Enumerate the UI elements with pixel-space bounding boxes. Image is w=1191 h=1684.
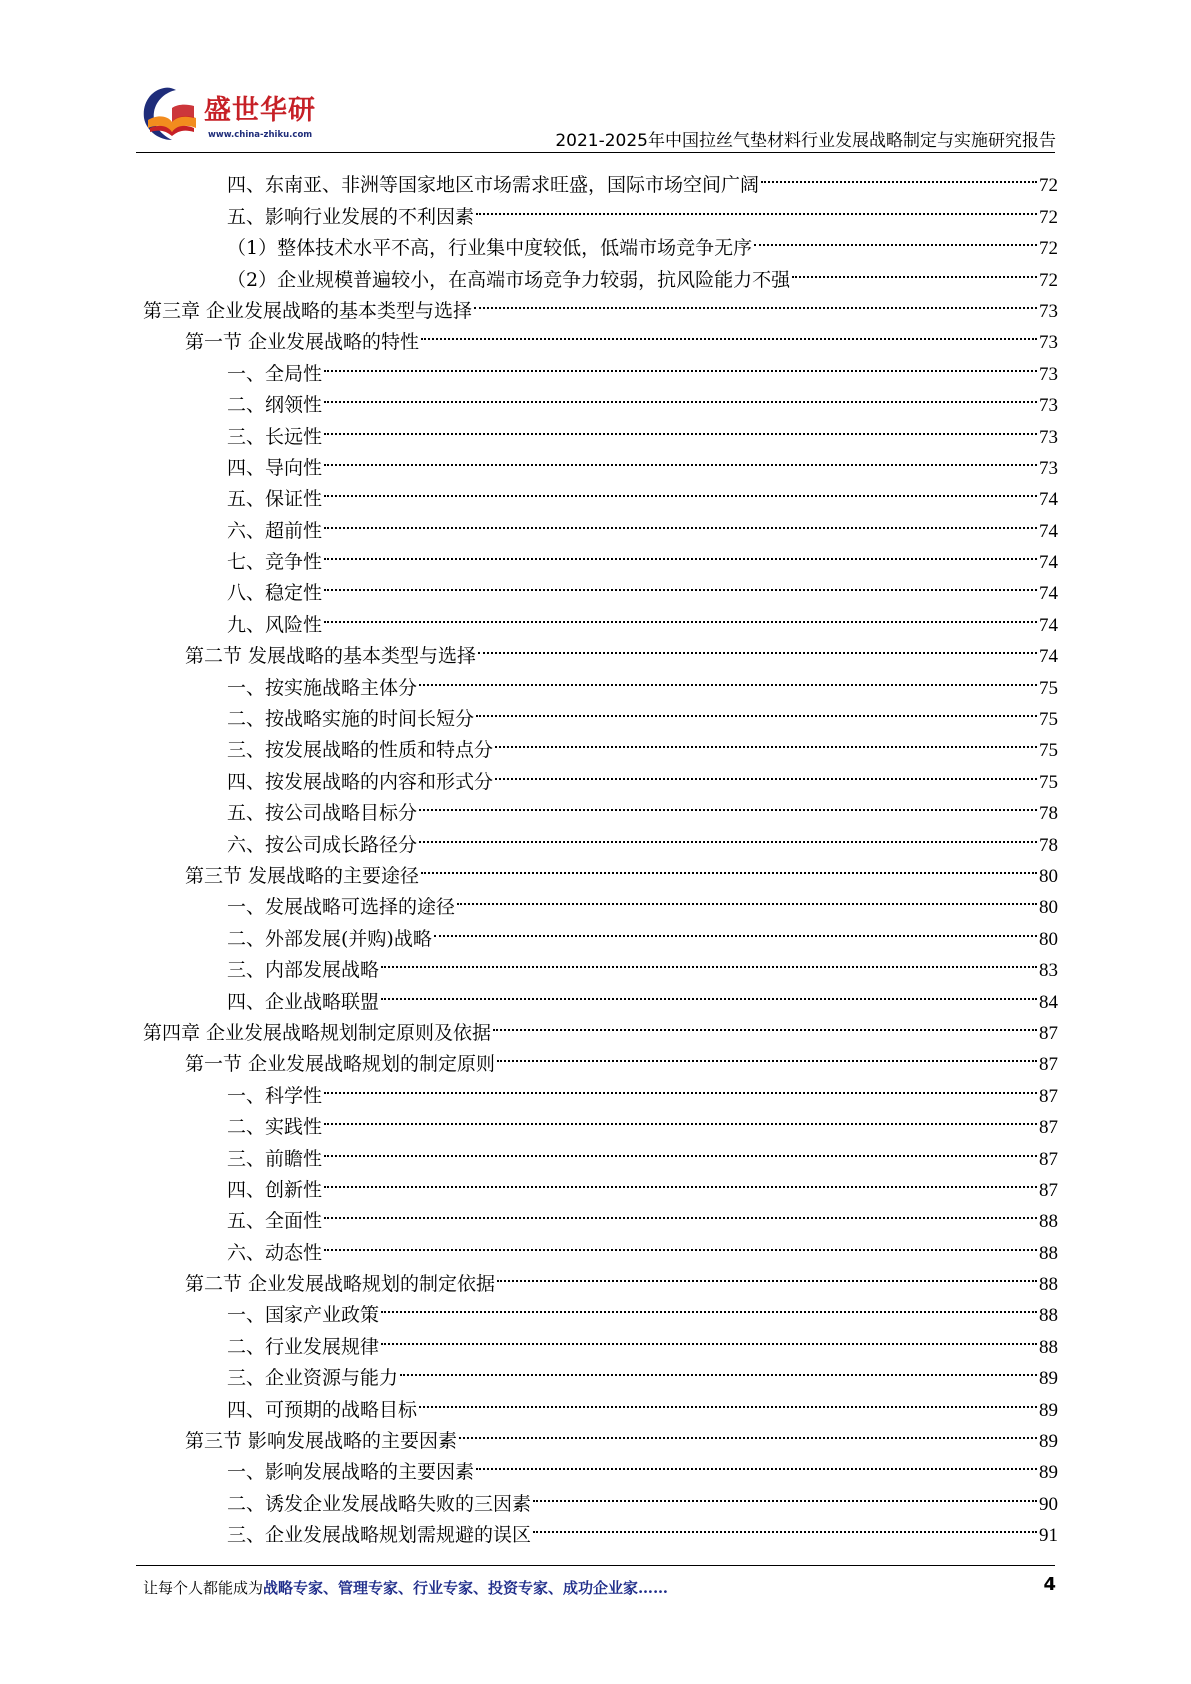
toc-entry-title: 一、影响发展战略的主要因素 [227,1461,475,1484]
toc-dot-leader [419,1384,1037,1415]
toc-entry-page: 80 [1039,897,1058,919]
toc-entry-page: 75 [1039,771,1058,793]
toc-dot-leader [400,1353,1037,1384]
toc-dot-leader [419,819,1037,850]
toc-entry-title: 二、诱发企业发展战略失败的三因素 [227,1492,532,1515]
toc-entry-title: 第二节 发展战略的基本类型与选择 [185,645,477,668]
toc-dot-leader [493,1008,1037,1039]
toc-dot-leader [324,1227,1037,1258]
toc-entry-title: 二、外部发展(并购)战略 [227,927,432,950]
page-header [0,0,1191,150]
toc-entry-title: 三、企业发展战略规划需规避的误区 [227,1524,532,1547]
header-divider [136,152,1055,153]
toc-entry-page: 83 [1039,960,1058,982]
toc-entry-title: 三、内部发展战略 [227,959,380,982]
toc-entry-title: 六、动态性 [227,1241,323,1264]
footer-slogan [143,1577,668,1598]
toc-entry-title: 一、全局性 [227,362,323,385]
toc-entry-title: 四、东南亚、非洲等国家地区市场需求旺盛，国际市场空间广阔 [227,174,760,197]
toc-entry-title: 四、可预期的战略目标 [227,1398,418,1421]
toc-entry-title: 六、按公司成长路径分 [227,833,418,856]
toc-dot-leader [761,160,1037,191]
toc-entry-title: 第一节 企业发展战略规划的制定原则 [185,1053,496,1076]
toc-entry-page: 74 [1039,520,1058,542]
toc-entry-title: （1）整体技术水平不高，行业集中度较低，低端市场竞争无序 [227,237,753,260]
toc-dot-leader [533,1510,1037,1541]
toc-entry-page: 87 [1039,1054,1058,1076]
toc-entry-title: 第三节 影响发展战略的主要因素 [185,1430,458,1453]
toc-entry-page: 88 [1039,1274,1058,1296]
toc-entry-title: 四、导向性 [227,456,323,479]
toc-entry-page: 75 [1039,740,1058,762]
toc-dot-leader [474,286,1037,317]
toc-entry-page: 73 [1039,395,1058,417]
footer-slogan-prefix: 让每个人都能成为 [143,1579,264,1597]
toc-entry-title: 一、发展战略可选择的途径 [227,896,456,919]
toc-entry-page: 73 [1039,300,1058,322]
toc-dot-leader [459,1416,1037,1447]
toc-entry-title: 一、按实施战略主体分 [227,676,418,699]
toc-entry-page: 87 [1039,1022,1058,1044]
toc-entry-title: 四、创新性 [227,1178,323,1201]
toc-dot-leader [324,1102,1037,1133]
toc-dot-leader [381,945,1037,976]
toc-entry-title: 二、按战略实施的时间长短分 [227,708,475,731]
toc-entry-page: 78 [1039,803,1058,825]
toc-entry-page: 87 [1039,1117,1058,1139]
toc-entry-title: 五、保证性 [227,488,323,511]
toc-dot-leader [495,725,1037,756]
toc-dot-leader [478,631,1037,662]
toc-entry-title: 第二节 企业发展战略规划的制定依据 [185,1273,496,1296]
toc-entry-page: 88 [1039,1211,1058,1233]
toc-entry-page: 73 [1039,363,1058,385]
toc-entry-page: 72 [1039,269,1058,291]
toc-entry[interactable] [143,160,1058,197]
toc-dot-leader [324,443,1037,474]
toc-entry-title: 二、实践性 [227,1116,323,1139]
toc-dot-leader [324,348,1037,379]
toc-dot-leader [324,568,1037,599]
toc-entry-title: （2）企业规模普遍较小，在高端市场竞争力较弱，抗风险能力不强 [227,268,791,291]
toc-entry-page: 84 [1039,991,1058,1013]
logo-text: 盛世华研 [204,95,316,126]
toc-entry-page: 73 [1039,426,1058,448]
toc-dot-leader [324,537,1037,568]
toc-entry-title: 四、按发展战略的内容和形式分 [227,770,494,793]
toc-entry-page: 74 [1039,583,1058,605]
toc-entry-page: 74 [1039,646,1058,668]
footer-divider [136,1565,1055,1566]
toc-entry-page: 73 [1039,332,1058,354]
toc-dot-leader [533,1478,1037,1509]
page-number: 4 [1043,1574,1056,1595]
toc-entry-title: 八、稳定性 [227,582,323,605]
toc-entry-title: 三、长远性 [227,425,323,448]
toc-dot-leader [421,317,1037,348]
company-logo [136,82,316,148]
toc-entry-page: 88 [1039,1242,1058,1264]
toc-entry-page: 89 [1039,1462,1058,1484]
toc-entry-title: 五、影响行业发展的不利因素 [227,205,475,228]
toc-entry-page: 87 [1039,1179,1058,1201]
toc-entry-title: 六、超前性 [227,519,323,542]
toc-entry-title: 四、企业战略联盟 [227,990,380,1013]
toc-dot-leader [324,1196,1037,1227]
toc-entry-page: 88 [1039,1305,1058,1327]
toc-dot-leader [381,976,1037,1007]
toc-entry-title: 五、全面性 [227,1210,323,1233]
toc-dot-leader [497,1259,1037,1290]
toc-dot-leader [324,1070,1037,1101]
toc-entry-page: 91 [1039,1525,1058,1547]
toc-entry-title: 二、纲领性 [227,394,323,417]
toc-dot-leader [324,1133,1037,1164]
toc-entry-title: 一、科学性 [227,1084,323,1107]
logo-url: www.china-zhiku.com [208,130,313,140]
toc-entry-title: 九、风险性 [227,613,323,636]
toc-entry-page: 80 [1039,865,1058,887]
toc-dot-leader [495,756,1037,787]
toc-entry-page: 75 [1039,677,1058,699]
toc-dot-leader [381,1321,1037,1352]
toc-entry-page: 72 [1039,206,1058,228]
toc-dot-leader [457,882,1037,913]
report-title: 2021-2025年中国拉丝气垫材料行业发展战略制定与实施研究报告 [555,131,1056,151]
toc-dot-leader [324,474,1037,505]
toc-entry-page: 72 [1039,175,1058,197]
toc-entry-title: 第四章 企业发展战略规划制定原则及依据 [143,1021,492,1044]
toc-dot-leader [754,223,1037,254]
toc-dot-leader [476,694,1037,725]
toc-dot-leader [421,851,1037,882]
toc-entry-title: 一、国家产业政策 [227,1304,380,1327]
toc-entry-page: 87 [1039,1085,1058,1107]
toc-dot-leader [324,505,1037,536]
toc-entry-page: 73 [1039,457,1058,479]
toc-dot-leader [324,1165,1037,1196]
toc-dot-leader [324,380,1037,411]
toc-entry-title: 第一节 企业发展战略的特性 [185,331,420,354]
toc-entry-page: 89 [1039,1431,1058,1453]
toc-entry-title: 三、按发展战略的性质和特点分 [227,739,494,762]
toc-dot-leader [476,1447,1037,1478]
toc-entry-title: 三、前瞻性 [227,1147,323,1170]
toc-entry-page: 72 [1039,238,1058,260]
toc-dot-leader [324,599,1037,630]
toc-entry-title: 五、按公司战略目标分 [227,802,418,825]
toc-dot-leader [476,191,1037,222]
toc-dot-leader [792,254,1037,285]
toc-entry-page: 78 [1039,834,1058,856]
toc-entry-page: 90 [1039,1493,1058,1515]
toc-entry-title: 七、竞争性 [227,551,323,574]
toc-dot-leader [419,788,1037,819]
toc-entry-page: 74 [1039,552,1058,574]
table-of-contents [143,160,1058,1547]
toc-entry-page: 89 [1039,1368,1058,1390]
toc-dot-leader [497,1039,1037,1070]
toc-entry-page: 88 [1039,1336,1058,1358]
toc-entry-page: 87 [1039,1148,1058,1170]
toc-entry-title: 三、企业资源与能力 [227,1367,399,1390]
toc-entry-page: 75 [1039,709,1058,731]
toc-entry-page: 74 [1039,489,1058,511]
toc-entry-title: 第三节 发展战略的主要途径 [185,864,420,887]
toc-entry-page: 80 [1039,928,1058,950]
toc-entry-page: 74 [1039,614,1058,636]
logo-book-icon [136,82,206,146]
toc-entry-title: 第三章 企业发展战略的基本类型与选择 [143,299,473,322]
toc-entry-title: 二、行业发展规律 [227,1335,380,1358]
toc-dot-leader [434,913,1037,944]
footer-slogan-highlight: 战略专家、管理专家、行业专家、投资专家、成功企业家…… [263,1579,669,1597]
toc-entry-page: 89 [1039,1399,1058,1421]
toc-dot-leader [419,662,1037,693]
toc-dot-leader [324,411,1037,442]
toc-dot-leader [381,1290,1037,1321]
